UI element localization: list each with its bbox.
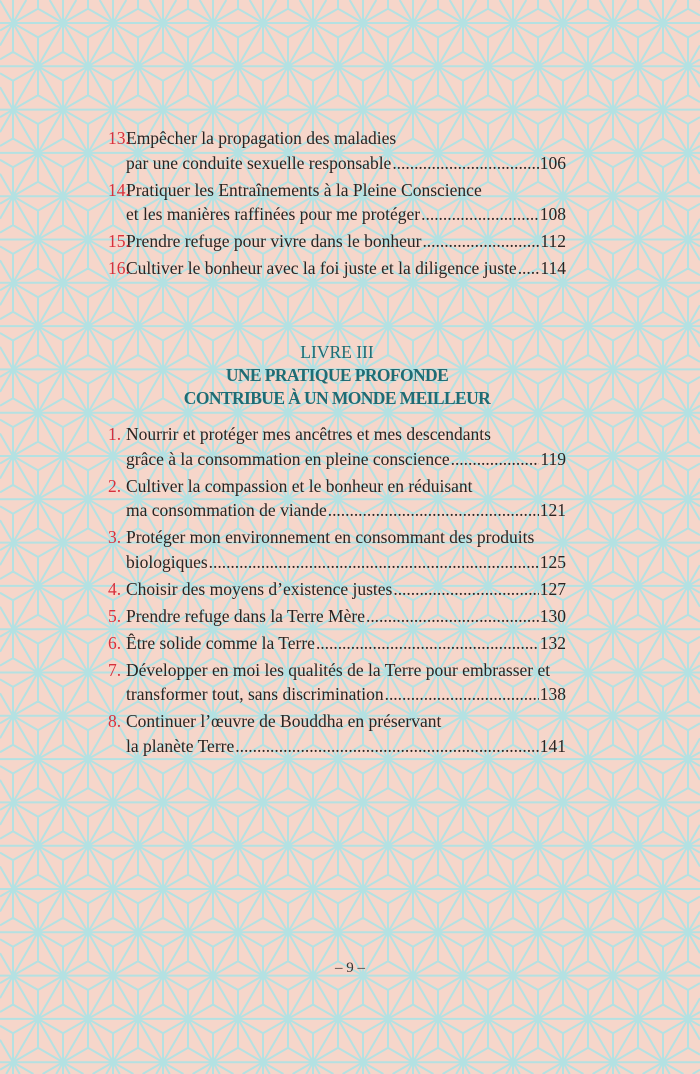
entry-title-text: Développer en moi les qualités de la Terre pour embrasser et	[126, 659, 551, 680]
entry-page-number: 125	[539, 551, 566, 572]
entry-title-text: Protéger mon environnement en consommant des produits	[126, 527, 535, 547]
toc-section-livre-iii	[108, 341, 566, 761]
entry-number: 14.	[108, 179, 130, 200]
entry-title-text: transformer tout, sans discrimination	[126, 684, 384, 704]
dot-leader	[421, 202, 539, 227]
entry-line	[126, 126, 566, 151]
dot-leader	[316, 631, 539, 656]
entry-number: 6.	[108, 632, 122, 653]
entry-line	[126, 658, 566, 683]
entry-line	[126, 682, 566, 707]
entry-page-number: 106	[539, 152, 566, 173]
page-number: – 9 –	[335, 960, 365, 976]
entry-title-text: grâce à la consommation en pleine conscience	[126, 448, 450, 469]
entry-title-text: et les manières raffinées pour me protéger	[126, 204, 421, 224]
entry-title-text: la planète Terre	[126, 735, 235, 756]
entry-page-number: 114	[540, 258, 566, 278]
entry-line	[126, 474, 566, 499]
entry-line	[126, 577, 566, 602]
entry-number: 5.	[108, 605, 122, 626]
toc-entry[interactable]	[108, 178, 566, 227]
entry-line	[126, 202, 566, 227]
toc-entry[interactable]	[108, 577, 566, 602]
entry-number: 16.	[108, 258, 130, 278]
entry-line	[126, 631, 566, 656]
entry-title-text: Choisir des moyens d’existence justes	[126, 578, 393, 599]
entry-title-text: Cultiver la compassion et le bonheur en réduisant	[126, 475, 473, 496]
entry-page-number: 127	[539, 578, 566, 599]
entry-number: 15.	[108, 231, 130, 251]
toc-entry[interactable]	[108, 126, 566, 175]
dot-leader	[235, 734, 539, 759]
entry-title-text: Pratiquer les Entraînements à la Pleine Conscience	[126, 179, 482, 200]
entry-line	[126, 229, 566, 254]
entry-line	[126, 256, 566, 281]
entry-line	[126, 151, 566, 176]
entry-title-text: Être solide comme la Terre	[126, 632, 315, 653]
entry-line	[126, 498, 566, 523]
entry-title-text: Prendre refuge dans la Terre Mère	[126, 605, 365, 626]
toc-entry[interactable]	[108, 631, 566, 656]
toc-entry[interactable]	[108, 422, 566, 471]
entry-line	[126, 734, 566, 759]
toc-entry[interactable]	[108, 658, 566, 707]
entry-number: 3.	[108, 527, 122, 547]
toc-entry[interactable]	[108, 525, 566, 574]
entry-page-number: 132	[539, 632, 566, 653]
entry-page-number: 141	[539, 735, 566, 756]
entry-title-text: par une conduite sexuelle responsable	[126, 152, 392, 173]
entry-line	[126, 422, 566, 447]
dot-leader	[209, 550, 539, 575]
toc-entry[interactable]	[108, 229, 566, 254]
entry-line	[126, 525, 566, 550]
toc-entry[interactable]	[108, 604, 566, 629]
entry-page-number: 112	[540, 231, 566, 251]
toc-entry[interactable]	[108, 709, 566, 758]
entry-number: 2.	[108, 475, 122, 496]
dot-leader	[393, 577, 538, 602]
entry-number: 13.	[108, 128, 130, 148]
entry-line	[126, 604, 566, 629]
entry-line	[126, 178, 566, 203]
entry-title-text: Cultiver le bonheur avec la foi juste et la diligence juste	[126, 258, 517, 278]
dot-leader	[385, 682, 539, 707]
dot-leader	[518, 256, 540, 281]
toc-section-livre-ii-end	[108, 126, 566, 283]
entry-title-text: Continuer l’œuvre de Bouddha en préservant	[126, 711, 442, 731]
entry-number: 7.	[108, 659, 122, 680]
entry-number: 8.	[108, 711, 122, 731]
book-label: LIVRE III	[300, 342, 374, 362]
dot-leader	[392, 151, 538, 176]
entry-title-text: biologiques	[126, 551, 208, 572]
dot-leader	[422, 229, 539, 254]
toc-entry[interactable]	[108, 256, 566, 281]
entry-line	[126, 447, 566, 472]
entry-title-text: Empêcher la propagation des maladies	[126, 128, 397, 148]
toc-entry[interactable]	[108, 474, 566, 523]
book-title-line-2: CONTRIBUE À UN MONDE MEILLEUR	[183, 388, 491, 408]
entry-line	[126, 709, 566, 734]
entry-page-number: 108	[539, 204, 566, 224]
entry-page-number: 138	[539, 684, 566, 704]
entry-page-number: 130	[539, 605, 566, 626]
book-title-line-1: UNE PRATIQUE PROFONDE	[225, 365, 449, 385]
entry-title-text: Nourrir et protéger mes ancêtres et mes descendants	[126, 424, 491, 444]
dot-leader	[451, 447, 540, 472]
entry-page-number: 121	[539, 500, 566, 520]
section-heading	[108, 341, 566, 410]
entry-page-number: 119	[540, 448, 566, 469]
dot-leader	[328, 498, 539, 523]
dot-leader	[366, 604, 539, 629]
entry-number: 1.	[108, 424, 122, 444]
entry-title-text: ma consommation de viande	[126, 500, 327, 520]
entry-title-text: Prendre refuge pour vivre dans le bonheur	[126, 231, 422, 251]
entry-number: 4.	[108, 578, 122, 599]
entry-line	[126, 550, 566, 575]
